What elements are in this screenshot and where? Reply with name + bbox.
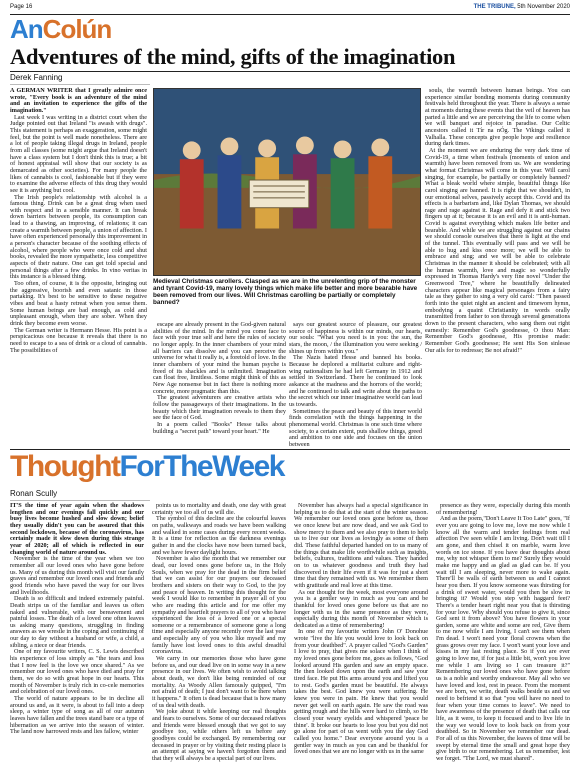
thought-byline: Ronan Scully (10, 489, 58, 498)
carollers-illustration (153, 88, 421, 276)
paragraph: We joke about it while keeping our real thoughts and fears to ourselves. Some of our deceased relatives and friends were blessed enough that we got to say goodbye too, while others left us before any goodbyes could be exchanged. By remembering our deceased in prayer or by visiting their resting place is an attempt at saying we haven't forgotten them and that they will always be a special part of our lives. (152, 708, 286, 762)
figure-caption: Medieval Christmas carollers. Clasped as we are in the unrelenting grip of the monster and tyrant Covid-19, many lovely things which make life better and more bearable have been removed from our lives. Will Christmas carolling be partially or completely banned? (153, 278, 418, 306)
byline-rule (10, 84, 150, 85)
thought-column-2 (152, 502, 286, 762)
paragraph: We carry in our memories those who have gone before us, and our dead live on in some way in a new presence in our lives. We often wish to avoid talking about death, we don't like being reminded of our mortality. As Woody Allen famously quipped, "I'm not afraid of death; I just don't want to be there when it happens." It often is dead because that is how many of us deal with death. (152, 655, 286, 709)
brand-part-2: Colún (42, 14, 112, 44)
paragraph: In a poem called "Books" Hesse talks about building a "secret path" toward your heart." He (153, 420, 286, 435)
paragraph: Sometimes the peace and beauty of this inner world finds correlation with the things happening in the phenomenal world. Christmas is one such time where society, to a certain extent, puts shallow things, greed and ambition to one side and focuses on the union between (289, 407, 422, 448)
section-brand (10, 14, 111, 44)
illustration-drawing (154, 89, 420, 275)
issue-date: 5th November 2020 (517, 4, 570, 10)
thought-byline-rule (10, 500, 150, 501)
paragraph: In one of my favourite writers John O' Donohue wrote "live the life you would love to look back on from your deathbed". A prayer called "God's Garden" I love to pray, that gives me solace when I think of my loved ones gone before me, goes as follows, "God looked around His garden and saw an empty space. He then looked down upon the earth and saw your tired face. He put His arms around you and lifted you to rest. God's garden must be beautiful. He always takes the best. God knew you were suffering. He knew you were in pain. He knew that you would never get well on earth again. He saw the road was getting rough and the hills were hard to climb, so He closed your weary eyelids and whispered 'peace be thine'. It broke our hearts to lose you but you did not go alone for part of us went with you the day God called you home." Dear everyone around you is a gentler way in much as you can and be thankful for loved ones that we are no longer with us in the same (294, 628, 428, 756)
issue-info (474, 4, 570, 14)
paragraph: escape are already present in the God-given natural abilities of the mind. In the mind you come face to face with your true self and here the rules of society no longer apply. In the inner chambers of your mind all barriers can dissolve and you can perceive the universe for what it really is, a foretold of love. In the inner chambers of your mind the human psyche is freed of its shackles and is unlimited. Imagination can float free, limitless. Some might think of this as New Age nonsense but in fact there is nothing more concrete, more pragmatic than this. (153, 321, 286, 395)
paragraph: And as the poem,"Don't Leave It Too Late" goes, "If ever you are going to love me, love me now while I know all the warm and tender feelings from real affection I've seen while I am living. Don't wait till I am gone, and then chisel it on marble, warm love words on ice stone. If you have dear thoughts about me, why not whisper them to me? Surely they would make me happy and as glad as glad can be. If you wait till I am sleeping, never more to wake again. There'll be walls of earth between us and I cannot hear you then. If you know someone was thirsting for a drink of sweet water, would you then be slow in bringing it? Would you step with haggard feet? There's a tender heart right near you that is thirsting for your love. Why should you refuse to give it, since God sent it from above? You have flowers in your garden, some are white and some are red, Give them to me now while I am living, I can't see them when I'm dead. I won't need your floral crowns when the grass grows over my face. I won't want your love and kisses in my last resting place. So if you are ever going to love me, if for just a little bit, won't you love me while I am living so I can treasure it?" Remembering our loved ones who have gone before us is a noble and worthy endeavour. May all who we have loved and lost, rest in peace. From the moment we are born, we write, death walks beside us and we need to befriend it so that "you will have no need to fear when your time comes to leave". We need to have awareness of the presence of death that calls our life, as it were, to keep it focused and to live life in the way we would love to look back on from your deathbed. So in November we remember our dead. For all of us this November, the leaves of time will be swept by eternal time the small and great hope they give birth to our remembering. Let us remember, lest we forget. "The Lord, we must shared". (436, 515, 570, 762)
paragraph: November is also the month that we remember our dead, our loved ones gone before us, in the Holy Souls, when we pray for the dead in the firm belief that we can assist for our prayers our deceased brothers and sisters on their way to God, to the joy and peace of heaven. In writing this thought for the week I would like to remember in prayer all of you who are reading this article and for me offer my sympathy and heartfelt prayers to all of you who have experienced the loss of a loved one or a special someone or a remembrance of someone gone a long time and especially anyone recently over the last year and especially any of you who like myself and my family have lost loved ones to this awful dreadful coronavirus. (152, 555, 286, 656)
headline-rule (10, 71, 570, 72)
paragraph: One of my favourite writers, C. S. Lewis described his experience of loss simply as "the tears and loss that I now feel is the love we once shared." As we remember our loved ones who have died and pray for them, we do so with great hope in our hearts. This month of November is truly rich in co-cele memories and celebration of our loved ones. (10, 648, 144, 696)
brand-part-1: An (10, 14, 43, 44)
paragraph: souls, the warmth between human beings. You can experience similar bonding moments during community festivals held throughout the year. There is always a sense at moments during these events that the veil of heaven has parted a little and we are perceiving the life to come when we will banquet and rejoice in paradise. Our Celtic ancestors called it Tír na nÓg. The Vikings called it Valhalla. These concepts give people hope and resilience during dark times. (425, 87, 570, 148)
article-column-1 (10, 88, 147, 446)
paragraph: At the moment we are enduring the very dark time of Covid-19, a time when festivals (moments of union and warmth) have been removed from us. We are wondering what format Christmas will come in this year. Will carol singing, for example, be partially or completely banned? What a bleak world where simple, beautiful things like carol singing are banned. It is right that we shouldn't, in our emotional selves, passively accept this. Covid and its effects is a barbarism and, like Dylan Thomas, we should rage and rage against it. Rage and defy it and stick two fingers up at it; because it is an evil and it is anti-human. Covid is against everything which makes life better and bearable. And while we are struggling against our chains we should console ourselves that there is light at the end of the tunnel. This eventually will pass and we will be able to hug and kiss once more; we will be able to embrace and sing; and we will be able to celebrate Christmas in the manner it should be celebrated; with all the human warmth, love and magic so wonderfully expressed in Thomas Hardy's very fine novel "Under the Greenwood Tree," where he beautifully delineated characters appear like magical personages from a fairy tale as they gather to sing a very old carol: "Then passed forth into the quiet night an ancient and timeworn hymn, embodying a quaint Christianity in words orally transmitted from father to son through several generations down to the present characters, who sang them out right earnestly: Remember God's goodnesse, O thou Man: Remember God's goodnesse, His promise made: Remember God's goodnesse; He sent His Son sinlesse Our ails for to redresse; Be not afraid!" (425, 146, 570, 354)
thought-column-1 (10, 502, 144, 736)
page-number: Page 16 (10, 4, 33, 10)
thought-title-part-1: Thought (10, 450, 120, 483)
paragraph: Last week I was writing in a district court when the Judge pointed out that Ireland "is awash with drugs". This statement is perhaps an exaggeration, some might feel, but the point is well made nonetheless. There are a lot of people taking illegal drugs in Ireland, people from all classes (some might argue that Ireland doesn't have a class system but I don't think this is true; a bit of honest appraisal will show that our society is as demarcated as other societies). For many people the likes of cannabis is cool, fashionable but if they were to examine the adverse effects of this drug they would see it is anything but cool. (10, 113, 147, 194)
paragraph: The symbol of this decline are the colourful leaves on paths, walkways and roads we have been walking and walked in some cases during every recent weeks. It is a time for reflection as the darkness evenings gather in and the clocks have now been turned back, and we have fewer daylight hours. (152, 515, 286, 556)
paragraph: The Irish people's relationship with alcohol is a famous thing. Drink can be a great drug when used with respect and in a sensible manner. It can break down barriers between people, its consumption can lead to a thawing, an improving, of relations; it can create a warmth between people, a union of affection. I have often experienced personally this improvement in a person's character because of the soothing effects of alcohol, where people who were once cold and shut books, revealed the more sympathetic, less competitive aspects of their nature. One can get told special and personal things after a few drinks. In vino veritas in this instance is a blessed thing. (10, 193, 147, 281)
paragraph: The German writer is Hermann Hesse. His point is a perspicacious one because it reveals that there is no need to escape to a sea of drink or a cloud of cannabis. The possibilities of (10, 326, 147, 354)
page-header (10, 4, 570, 14)
paragraph: The Nazis hated Hesse and banned his books. Because he deplored a militarist culture and right-wing nationalism he had left Germany in 1912 and settled in Switzerland. There he continued to look askance at the madness and the horrors of the world; and he continued to talk and write about the paths to the secret which our inner imaginative world can lead us towards. (289, 354, 422, 408)
thought-lead: IT'S the time of year again when the shadows lengthen and our evenings fall quickly and our busy lives become hushed and slow down; belief they usually didn't you can be assured that this second lockdown, because of the coronavirus, has certainly made it slow down during this strange year of 2020; all of which is reflected in our changing world of nature around us. (10, 502, 144, 556)
paragraph: says our greatest source of pleasure, our greatest source of happiness is within our minds, our hearts, our souls: "What you need is in you: the sun, the stars, the moon, / the illumination you were seeking / shines up from within you." (289, 321, 422, 355)
thought-title-part-2: ForTheWeek (119, 450, 284, 483)
paragraph: As our thought for the week, most everyone around you is a gentler way in much as you can and be thankful for loved ones gone before us that are no longer with us in the same presence as they were, especially during this month of November which is dedicated as a time of remembering! (294, 588, 428, 629)
paragraph: Too often, of course, it is the opposite, bringing out the aggressive, boorish and even satanic in those partaking. It's best to be sensitive to these negative vibes and beat a hasty retreat when you sense them. Some human beings are bad enough, as cold and unpleasant enough, when they are sober. When they drink they become even worse. (10, 280, 147, 327)
article-column-2 (153, 322, 286, 446)
article-column-3 (289, 322, 422, 446)
article-column-4 (425, 88, 570, 446)
paragraph: The greatest adventurers are creative artists who follow the passageways of their imaginations. In the beauty which their imagination reveals to them they see the face of God. (153, 394, 286, 422)
thought-column-3 (294, 502, 428, 756)
thought-column-4 (436, 502, 570, 762)
paragraph: Death is so difficult and indeed extremely painful. Death strips us of the familiar and leaves us often naked and vulnerable, with our bereavement and painful losses. The death of a loved one often leaves us asking many questions, struggling in finding answers as we wrestle in the coping and continuing of our day to day without a husband or wife, a child, a sibling, a niece or dear friends. (10, 595, 144, 649)
paragraph: points us to mortality and death, one day with great certainty we too all of us will die. (152, 502, 286, 516)
thought-section-title (10, 450, 284, 484)
article-headline: Adventures of the mind, gifts of the imagination (10, 44, 456, 69)
paragraph: November is the time of the year when we too remember all our loved ones who have gone before us. Many of us during this month will visit our family graves and remember our loved ones and friends and good friends who have paved the way for our lives and livelihoods. (10, 555, 144, 596)
paragraph: presence as they were, especially during this month of remembering! (436, 502, 570, 516)
paper-name: THE TRIBUNE, (473, 4, 516, 10)
paragraph: November has always had a special significance in helping us to do that at the start of the winter season. We remember our loved ones gone before us, those we once knew but are now dead, and we ask God to show mercy to them and we also pray to them to help us to live our our lives as lovingly as some of them did. These faithful departed handed on to us many of the things that make life worthwhile such as insights, beliefs, cultures, traditions and values. They handed on to us whatever goodness and truth they had discovered in their life even if it was for just a short time that they remained with us. We remember them with gratitude and real love at this time. (294, 502, 428, 589)
article-byline: Derek Fanning (10, 73, 63, 82)
paragraph: The world of nature appears to be in decline all around us and, as it were, is about to fall into a deep sleep, a winter type of song as all of our autumn leaves have fallen and the trees stand bare or a type of hibernation as we arrive into the season of winter. The land now harrowed rests and lies fallow, winter (10, 695, 144, 736)
article-lead: A GERMAN WRITER that I greatly admire once wrote, "Every book is an adventure of the mind and an invitation to experience the gifts of the imagination." (10, 87, 147, 114)
